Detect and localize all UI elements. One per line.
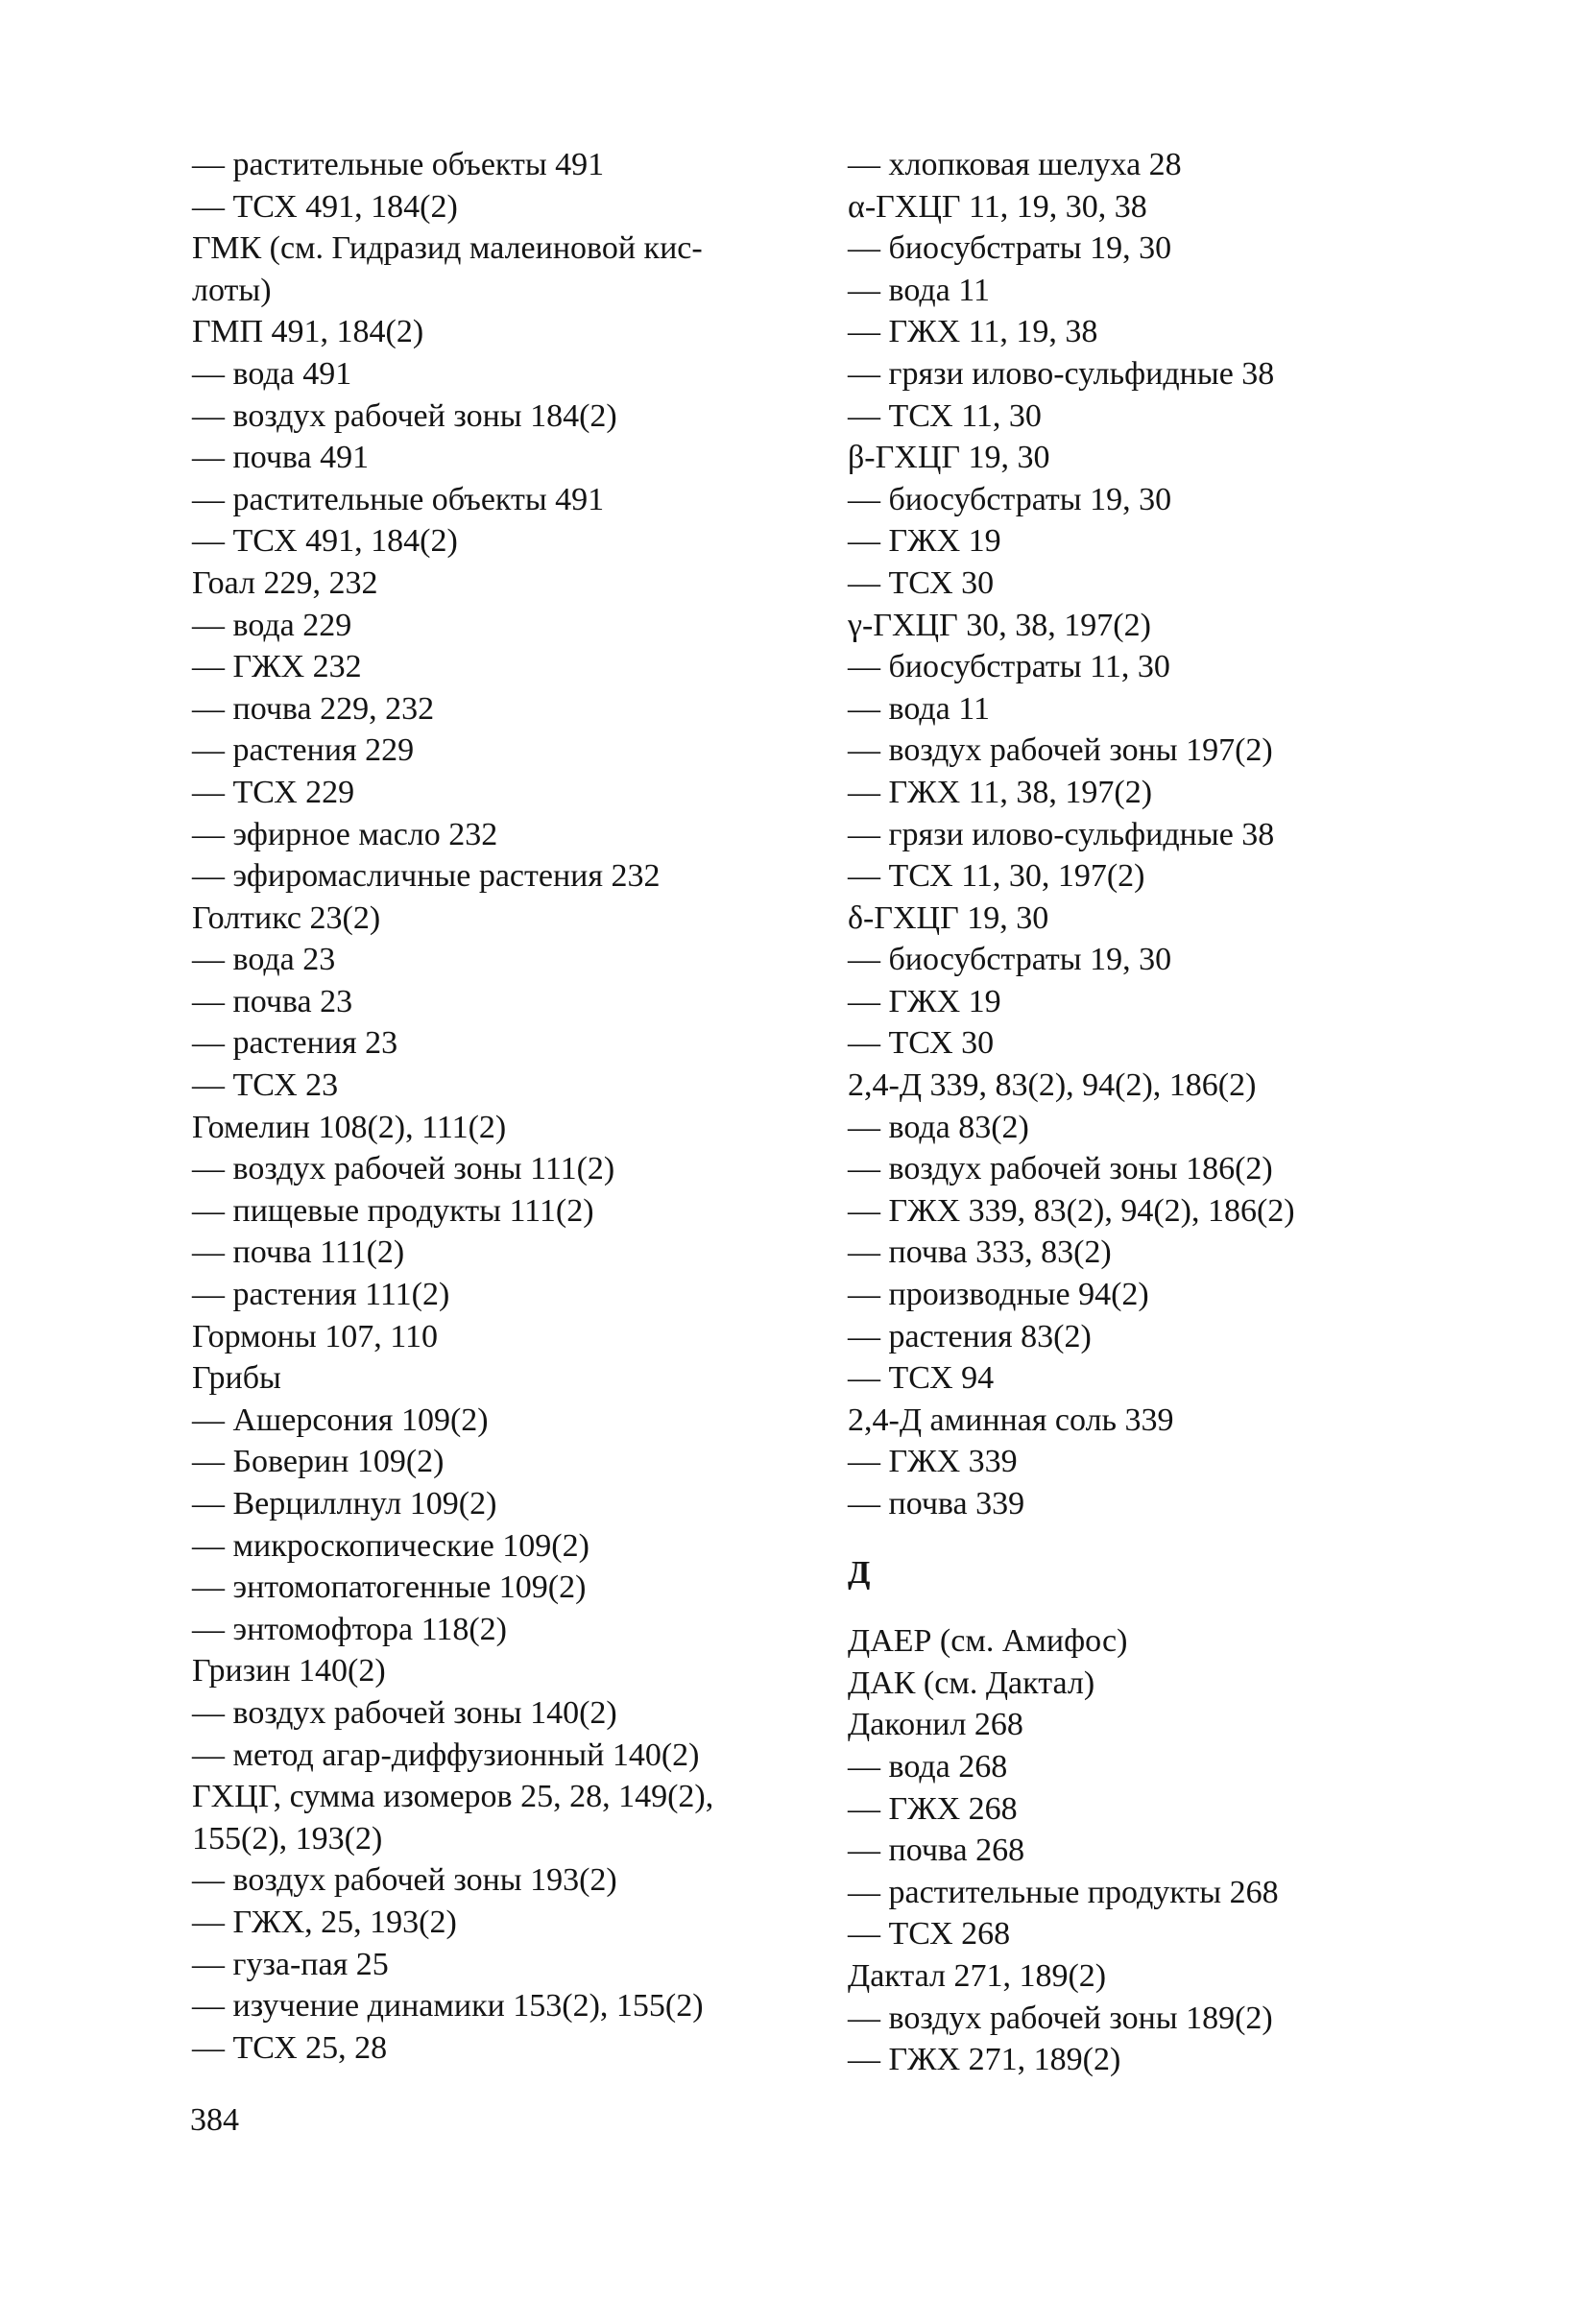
index-entry: — ГЖХ 19 (848, 983, 1001, 1019)
index-entry: — вода 268 (848, 1748, 1008, 1785)
index-entry: ГХЦГ, сумма изомеров 25, 28, 149(2), (192, 1779, 714, 1815)
index-entry: — Боверин 109(2) (192, 1444, 445, 1480)
index-entry: — Верциллнул 109(2) (192, 1486, 497, 1521)
index-entry: — производные 94(2) (848, 1277, 1149, 1313)
index-entry: — ТСХ 94 (848, 1360, 995, 1397)
index-entry: — ГЖХ 11, 19, 38 (848, 314, 1098, 350)
index-entry: — ГЖХ 19 (848, 523, 1001, 560)
index-entry: — вода 83(2) (848, 1109, 1029, 1145)
index-entry: — растения 83(2) (848, 1318, 1092, 1354)
index-entries-g (848, 144, 1539, 1525)
index-entry: Грибы (192, 1360, 281, 1397)
index-entry: — изучение динамики 153(2), 155(2) (192, 1988, 704, 2025)
index-entry: — гуза-пая 25 (192, 1946, 389, 1982)
index-entry: — воздух рабочей зоны 111(2) (192, 1151, 615, 1187)
index-entry: — воздух рабочей зоны 140(2) (192, 1694, 617, 1731)
index-entry: 2,4-Д аминная соль 339 (848, 1402, 1174, 1438)
index-entry: — ГЖХ, 25, 193(2) (192, 1904, 457, 1940)
index-entry: — грязи илово-сульфидные 38 (848, 355, 1275, 392)
index-entry: — ТСХ 23 (192, 1067, 339, 1104)
index-entry: Дактал 271, 189(2) (848, 1957, 1107, 1994)
index-entry: — почва 111(2) (192, 1234, 405, 1271)
index-entry: — вода 491 (192, 355, 352, 392)
index-entry: — энтомопатогенные 109(2) (192, 1569, 587, 1606)
index-entry: ГМП 491, 184(2) (192, 314, 424, 350)
index-entry: Гоал 229, 232 (192, 564, 378, 601)
index-entry: — хлопковая шелуха 28 (848, 147, 1182, 182)
index-entry: — вода 11 (848, 690, 990, 727)
index-entry: — ГЖХ 232 (192, 649, 362, 685)
index-entry: — ТСХ 30 (848, 564, 995, 601)
index-entry: 155(2), 193(2) (192, 1820, 383, 1857)
index-entry: — ТСХ 491, 184(2) (192, 188, 458, 225)
index-entry: — воздух рабочей зоны 193(2) (192, 1862, 617, 1899)
index-entry: — пищевые продукты 111(2) (192, 1192, 594, 1229)
index-column-right (848, 144, 1539, 2081)
index-entry: — почва 333, 83(2) (848, 1234, 1112, 1271)
index-entry: — растительные продукты 268 (848, 1874, 1279, 1910)
index-entry: лоты) (192, 272, 272, 308)
index-entry: — ГЖХ 271, 189(2) (848, 2042, 1121, 2078)
index-entry: ДАЕР (см. Амифос) (848, 1623, 1128, 1660)
index-entry: — растительные объекты 491 (192, 481, 605, 517)
index-entry: — грязи илово-сульфидные 38 (848, 816, 1275, 852)
index-entry: γ-ГХЦГ 30, 38, 197(2) (848, 607, 1151, 643)
index-entry: — почва 23 (192, 983, 353, 1019)
index-entry: — микроскопические 109(2) (192, 1527, 589, 1564)
index-entry: — Ашерсония 109(2) (192, 1402, 489, 1438)
index-entry: — ТСХ 491, 184(2) (192, 523, 458, 560)
index-entry: — вода 11 (848, 272, 990, 308)
index-entry: — ТСХ 268 (848, 1916, 1011, 1953)
index-entry: ДАК (см. Дактал) (848, 1665, 1095, 1701)
index-entry: — почва 229, 232 (192, 690, 435, 727)
index-entry: 2,4-Д 339, 83(2), 94(2), 186(2) (848, 1067, 1257, 1104)
index-entry: — эфиромасличные растения 232 (192, 858, 661, 895)
index-entry: — воздух рабочей зоны 184(2) (192, 397, 617, 434)
index-entry: Гризин 140(2) (192, 1653, 386, 1689)
index-entry: — метод агар-диффузионный 140(2) (192, 1737, 700, 1773)
index-entry: — ТСХ 11, 30 (848, 397, 1042, 434)
page-number: 384 (190, 2102, 239, 2138)
index-entry: — биосубстраты 11, 30 (848, 649, 1170, 685)
index-entries-d (848, 1620, 1539, 2081)
index-entry: — ТСХ 229 (192, 774, 355, 810)
index-column-left (192, 144, 826, 2069)
index-entry: Гомелин 108(2), 111(2) (192, 1109, 507, 1145)
index-entry: — ГЖХ 268 (848, 1790, 1018, 1827)
index-entry: — биосубстраты 19, 30 (848, 942, 1172, 978)
index-entry: Даконил 268 (848, 1707, 1023, 1743)
index-entry: Голтикс 23(2) (192, 899, 381, 936)
index-entry: β-ГХЦГ 19, 30 (848, 440, 1050, 476)
index-entry: — биосубстраты 19, 30 (848, 481, 1172, 517)
index-entry: — ГЖХ 339 (848, 1444, 1018, 1480)
index-entry: — вода 229 (192, 607, 352, 643)
index-entry: — воздух рабочей зоны 197(2) (848, 732, 1273, 769)
index-entry: — ГЖХ 11, 38, 197(2) (848, 774, 1153, 810)
index-entry: — воздух рабочей зоны 186(2) (848, 1151, 1273, 1187)
index-entry: — эфирное масло 232 (192, 816, 498, 852)
index-entry: Гормоны 107, 110 (192, 1318, 438, 1354)
index-entry: — вода 23 (192, 942, 336, 978)
index-entry: — растения 111(2) (192, 1277, 450, 1313)
index-entry: δ-ГХЦГ 19, 30 (848, 899, 1049, 936)
index-entry: — биосубстраты 19, 30 (848, 230, 1172, 267)
index-entry: — ТСХ 11, 30, 197(2) (848, 858, 1145, 895)
index-entry: — растения 23 (192, 1025, 398, 1062)
index-entry: ГМК (см. Гидразид малеиновой кис- (192, 230, 703, 267)
index-entry: — ТСХ 30 (848, 1025, 995, 1062)
index-entry: — растения 229 (192, 732, 415, 769)
section-heading-d: Д (848, 1554, 871, 1591)
index-entry: — воздух рабочей зоны 189(2) (848, 2000, 1273, 2036)
index-entry: — почва 339 (848, 1486, 1025, 1521)
index-entry: — почва 491 (192, 440, 370, 476)
index-entry: — почва 268 (848, 1833, 1025, 1869)
index-entry: — растительные объекты 491 (192, 147, 605, 182)
index-entry: α-ГХЦГ 11, 19, 30, 38 (848, 188, 1147, 225)
index-entry: — энтомофтора 118(2) (192, 1611, 507, 1647)
index-entry: — ТСХ 25, 28 (192, 2029, 388, 2066)
index-entry: — ГЖХ 339, 83(2), 94(2), 186(2) (848, 1192, 1295, 1229)
